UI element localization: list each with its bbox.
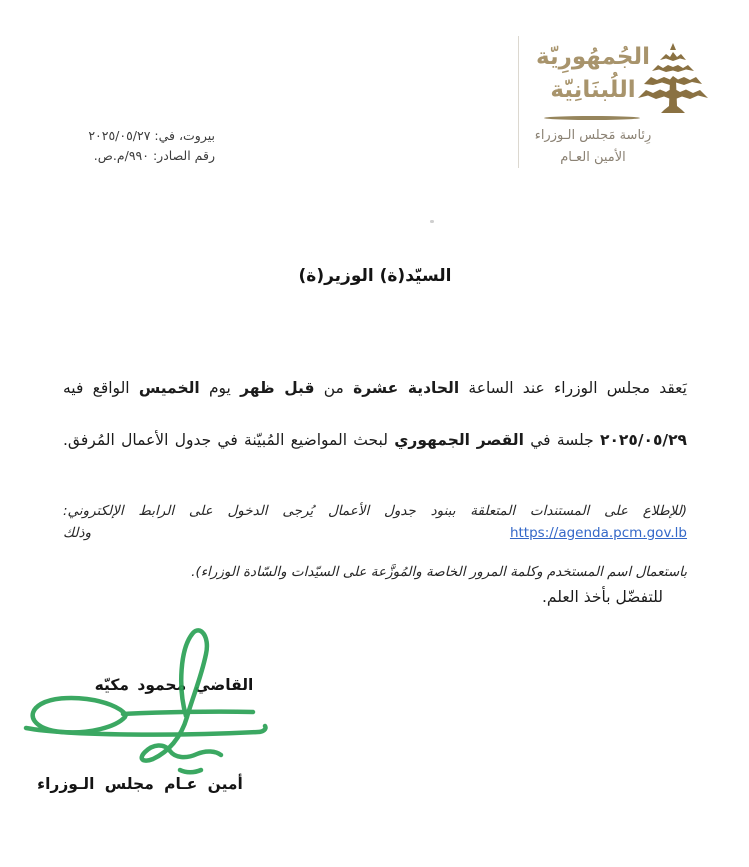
note-text-after-link: وذلك (63, 525, 92, 541)
office-name: رِئاسة مَجلس الـوزراء (534, 128, 652, 143)
scan-speck (430, 220, 434, 223)
agenda-note-line-1 (63, 500, 687, 544)
body-bold-time: الحادية عشرة (353, 379, 460, 397)
body-text: من (323, 379, 344, 397)
cedar-tree-icon (636, 42, 710, 118)
signature-ink-icon (10, 620, 310, 780)
republic-name-line2: اللُبنَانِيّة (550, 77, 636, 103)
body-line-1 (63, 362, 687, 414)
body-text: يوم (208, 379, 231, 397)
signer-name: القاضي محمود مكيّه (94, 676, 254, 694)
signer-title: أمين عـام مجلس الـوزراء (37, 775, 243, 793)
closing-line: للتفضّل بأخذ العلم. (541, 588, 663, 606)
recipient-title: السيّد(ة) الوزير(ة) (298, 266, 452, 286)
city-date-line: بيروت، في: ٢٠٢٥/٠٥/٢٧ (88, 128, 215, 143)
body-line-2 (63, 414, 687, 466)
body-bold-forenoon: قبل ظهر (240, 379, 315, 397)
outgoing-number-line: رقم الصادر: ٩٩٠/م.ص. (93, 148, 215, 163)
body-text: جلسة في (530, 431, 594, 449)
agenda-link[interactable]: https://agenda.pcm.gov.lb (509, 525, 687, 541)
body-bold-palace: القصر الجمهوري (394, 431, 524, 449)
body-bold-day: الخميس (138, 379, 200, 397)
republic-name-line1: الجُمهُورِيّة (536, 44, 650, 70)
body-paragraph (63, 362, 687, 466)
body-text: لبحث المواضيع المُبيّنة في جدول الأعمال المُرفق. (63, 431, 388, 449)
secretary-general-label: الأمين العـام (560, 150, 626, 165)
agenda-note (63, 500, 687, 583)
body-text: يَعقد مجلس الوزراء عند الساعة (468, 379, 687, 397)
note-text-before-link: (للإطلاع على المستندات المتعلقة ببنود جدول الأعمال يُرجى الدخول على الرابط الإلكتروني: (63, 503, 687, 519)
letterhead-divider (544, 116, 640, 120)
body-text: الواقع فيه (63, 379, 130, 397)
body-bold-date: ٢٠٢٥/٠٥/٢٩ (599, 431, 687, 449)
agenda-note-line-2: باستعمال اسم المستخدم وكلمة المرور الخاصة والمُوزَّعة على السيّدات والسّادة الوزراء). (191, 564, 687, 580)
